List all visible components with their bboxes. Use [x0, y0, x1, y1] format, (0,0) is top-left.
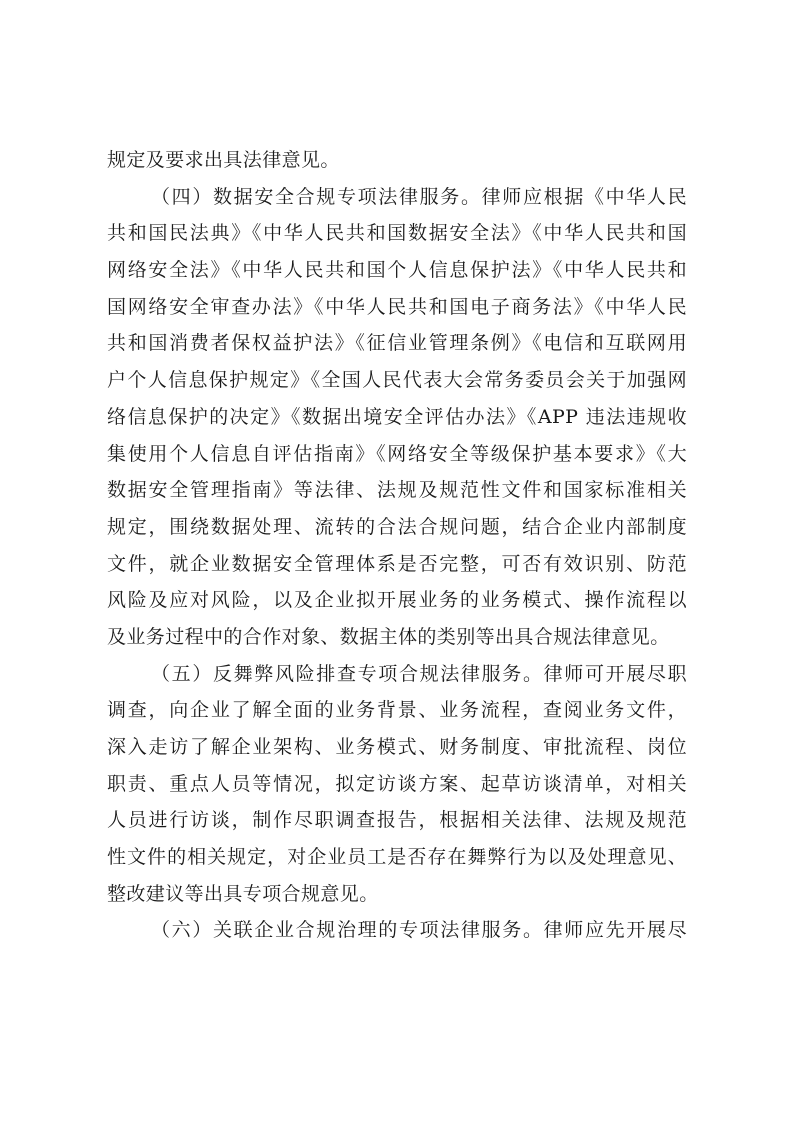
- paragraph-line: 国网络安全审查办法》《中华人民共和国电子商务法》《中华人民: [107, 295, 687, 318]
- paragraph-line: （五）反舞弊风险排查专项合规法律服务。律师可开展尽职: [151, 662, 687, 685]
- paragraph-line: 户个人信息保护规定》《全国人民代表大会常务委员会关于加强网: [107, 369, 687, 392]
- paragraph-line: 集使用个人信息自评估指南》《网络安全等级保护基本要求》《大: [107, 442, 687, 465]
- paragraph-line: 网络安全法》《中华人民共和国个人信息保护法》《中华人民共和: [107, 259, 687, 282]
- paragraph-line: 络信息保护的决定》《数据出境安全评估办法》《APP 违法违规收: [107, 405, 687, 428]
- document-body: [107, 142, 687, 949]
- paragraph-line: 风险及应对风险，以及企业拟开展业务的业务模式、操作流程以: [107, 589, 687, 612]
- paragraph-line: 数据安全管理指南》等法律、法规及规范性文件和国家标准相关: [107, 479, 687, 502]
- paragraph-line: 规定及要求出具法律意见。: [107, 149, 340, 171]
- paragraph-line: 及业务过程中的合作对象、数据主体的类别等出具合规法律意见。: [107, 625, 670, 648]
- paragraph-line: 深入走访了解企业架构、业务模式、财务制度、审批流程、岗位: [107, 736, 687, 758]
- paragraph-line: （四）数据安全合规专项法律服务。律师应根据《中华人民: [151, 185, 687, 208]
- paragraph-line: 规定，围绕数据处理、流转的合法合规问题，结合企业内部制度: [107, 515, 687, 538]
- paragraph-line: 文件，就企业数据安全管理体系是否完整，可否有效识别、防范: [107, 552, 687, 575]
- paragraph-line: 调查，向企业了解全面的业务背景、业务流程，查阅业务文件，: [107, 699, 687, 722]
- paragraph-line: 职责、重点人员等情况，拟定访谈方案、起草访谈清单，对相关: [107, 772, 687, 795]
- paragraph-line: 共和国消费者保权益护法》《征信业管理条例》《电信和互联网用: [107, 332, 687, 355]
- paragraph-line: 性文件的相关规定，对企业员工是否存在舞弊行为以及处理意见、: [107, 846, 687, 869]
- paragraph-line: 整改建议等出具专项合规意见。: [107, 882, 379, 905]
- paragraph-line: 人员进行访谈，制作尽职调查报告，根据相关法律、法规及规范: [107, 809, 687, 832]
- paragraph-line: （六）关联企业合规治理的专项法律服务。律师应先开展尽: [151, 919, 687, 942]
- paragraph-line: 共和国民法典》《中华人民共和国数据安全法》《中华人民共和国: [107, 222, 687, 245]
